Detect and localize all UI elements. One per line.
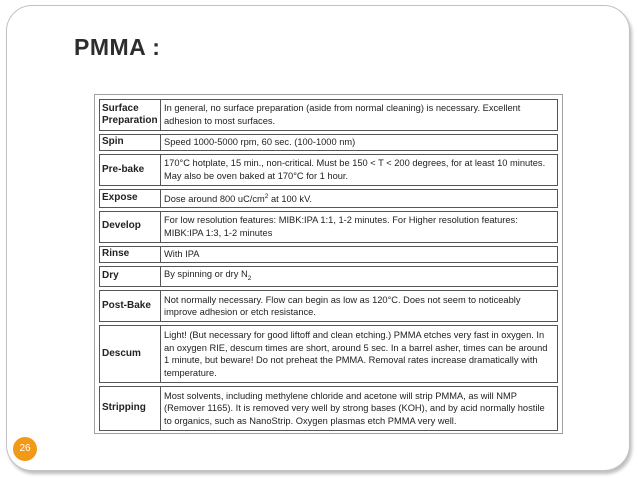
step-description [160,189,558,208]
step-description [160,266,558,287]
step-label: Descum [99,325,160,383]
step-label: Stripping [99,386,160,431]
pmma-process-table [94,94,563,434]
table-row [99,154,558,186]
step-label: Post-Bake [99,290,160,322]
table-row [99,290,558,322]
step-description: Speed 1000-5000 rpm, 60 sec. (100-1000 nm) [160,134,558,151]
step-description: With IPA [160,246,558,263]
expose-dose-superscript: 2 [264,193,269,200]
step-label: Pre-bake [99,154,160,186]
step-description: Not normally necessary. Flow can begin as low as 120°C. Does not seem to noticeably improve adhesion or etch resistance. [160,290,558,322]
step-description: In general, no surface preparation (aside from normal cleaning) is necessary. Excellent adhesion to most surfaces. [160,99,558,131]
table-row [99,246,558,263]
expose-dose-text-end: at 100 kV. [268,194,312,205]
step-label: Expose [99,189,160,208]
step-description: Light! (But necessary for good liftoff and clean etching.) PMMA etches very fast in oxygen. In an oxygen RIE, descum times are short, around 5 sec. In a barrel asher, times can be around 1 minute, but beware! Do not preheat the PMMA. Removal rates increase dramatically with temperature. [160,325,558,383]
step-label: Spin [99,134,160,151]
dry-subscript: 2 [247,274,252,282]
table-row [99,189,558,208]
table-row [99,386,558,431]
step-label: Develop [99,211,160,243]
step-description: Most solvents, including methylene chloride and acetone will strip PMMA, as will NMP (Remover 1165). It is removed very well by strong bases (KOH), and by acid normally hostile to organics, such as NanoStrip. Oxygen plasmas etch PMMA very well. [160,386,558,431]
table-row [99,134,558,151]
step-description: 170°C hotplate, 15 min., non-critical. Must be 150 < T < 200 degrees, for at least 10 minutes. May also be oven baked at 170°C for 1 hour. [160,154,558,186]
table-row [99,211,558,243]
step-description: For low resolution features: MIBK:IPA 1:1, 1-2 minutes. For Higher resolution features: MIBK:IPA 1:3, 1-2 minutes [160,211,558,243]
process-steps-table [99,96,558,434]
page-number-badge: 26 [13,437,37,461]
slide-title: PMMA : [74,34,161,60]
table-row [99,325,558,383]
step-label: Rinse [99,246,160,263]
expose-dose-text: Dose around 800 uC/cm [164,194,265,205]
step-label: Surface Preparation [99,99,160,131]
table-row [99,266,558,287]
step-label: Dry [99,266,160,287]
table-row [99,99,558,131]
dry-text: By spinning or dry N [164,268,248,279]
